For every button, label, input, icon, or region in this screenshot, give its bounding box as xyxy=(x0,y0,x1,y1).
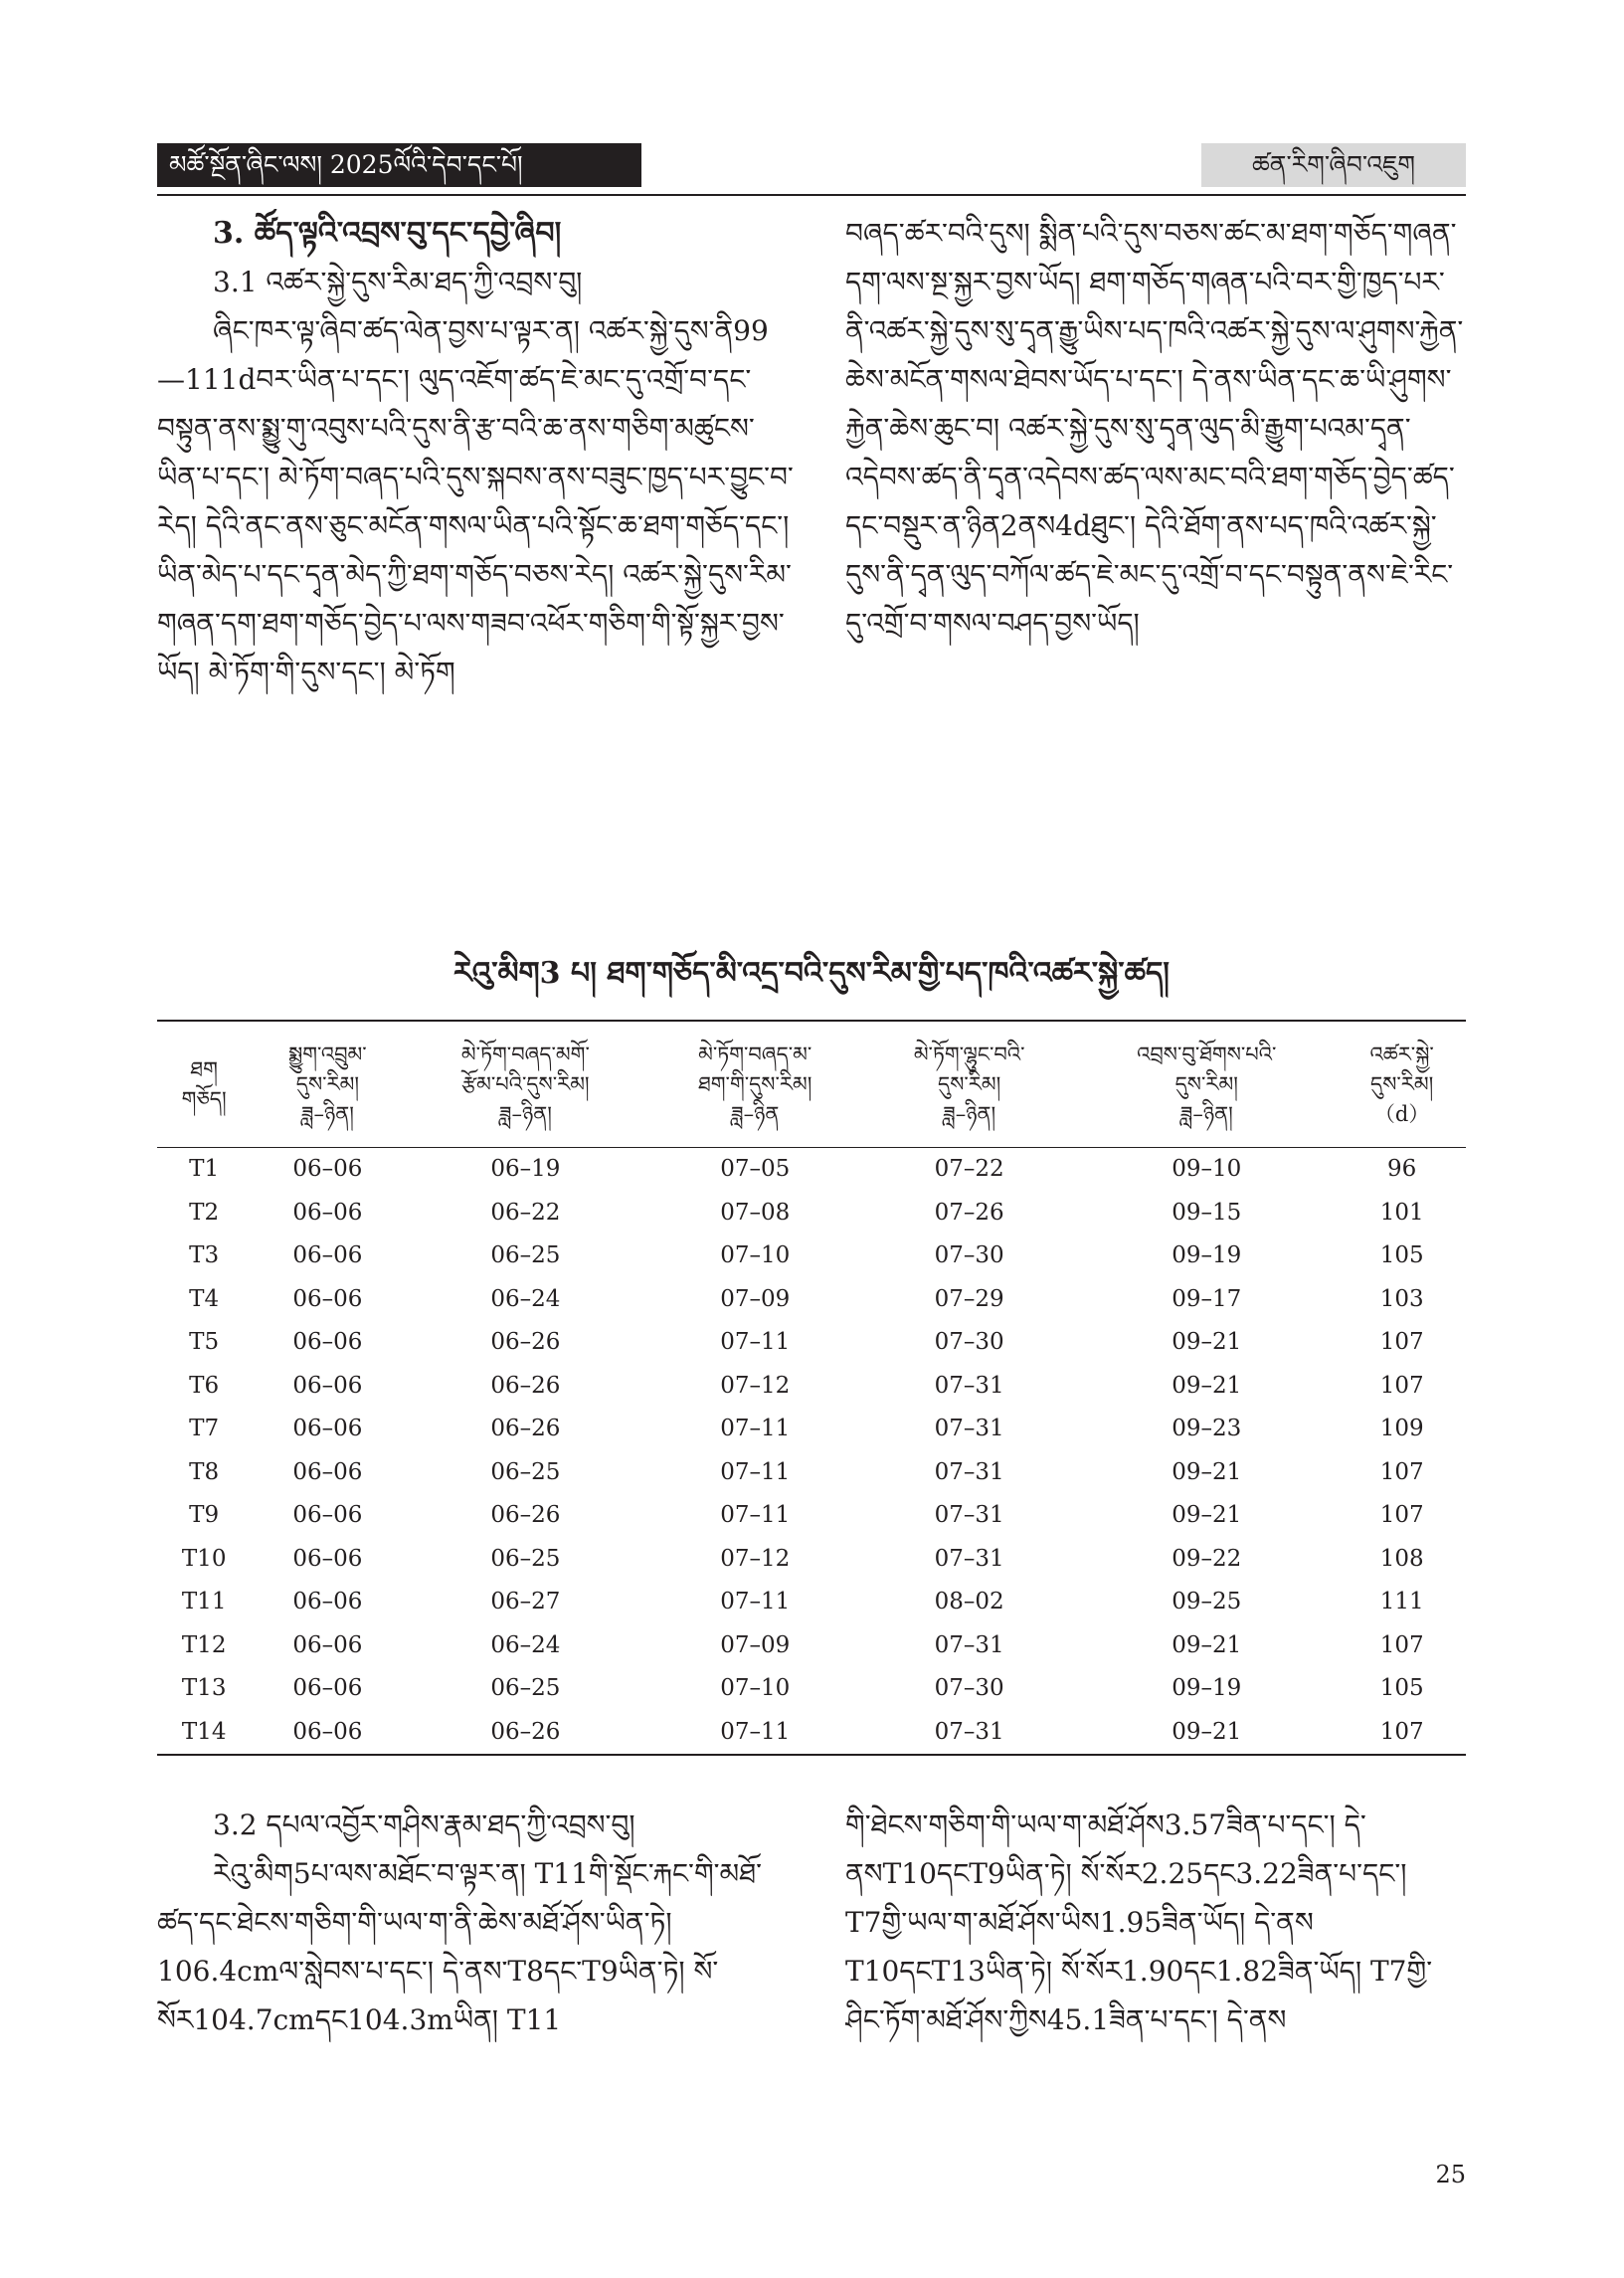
column-header xyxy=(251,1021,404,1148)
table-cell: 09–22 xyxy=(1172,1545,1242,1572)
journal-header: མཚོ་སྔོན་ཞིང་ལས། 2025ལོའི་དེབ་དང་པོ། xyxy=(157,143,641,187)
table-cell: 06–06 xyxy=(292,1502,363,1528)
column-header-line: ཟླ–ཉིན། xyxy=(498,1102,552,1126)
column-header xyxy=(1338,1021,1466,1148)
table-cell: T2 xyxy=(189,1199,220,1226)
table-cell: T12 xyxy=(181,1631,227,1658)
table-cell: 107 xyxy=(1379,1631,1424,1658)
right-column-bottom xyxy=(845,1801,1466,2149)
page-number: 25 xyxy=(1435,2161,1466,2188)
table-cell: 07–31 xyxy=(934,1372,1004,1399)
section-header: ཚན་རིག་ཞིབ་འཇུག xyxy=(1201,143,1466,187)
table-cell: 09–21 xyxy=(1172,1372,1242,1399)
table-cell: 07–31 xyxy=(934,1458,1004,1485)
column-header xyxy=(157,1021,251,1148)
table-cell: T7 xyxy=(189,1416,220,1441)
table-cell: 06–06 xyxy=(292,1242,363,1268)
table-cell: 06–26 xyxy=(490,1502,561,1528)
table-cell: 09–19 xyxy=(1172,1242,1242,1268)
column-header xyxy=(1075,1021,1338,1148)
table-cell: 107 xyxy=(1379,1329,1424,1355)
column-header-line: འབྲས་བུ་ཐོགས་པའི་ xyxy=(1137,1043,1277,1066)
table-cell: 09–21 xyxy=(1172,1458,1242,1485)
table-cell: 07–10 xyxy=(720,1675,791,1701)
table-cell: 07–30 xyxy=(934,1675,1004,1701)
column-header-line: （d） xyxy=(1373,1102,1430,1126)
table-cell: 107 xyxy=(1338,1711,1466,1756)
table-cell: 109 xyxy=(1379,1416,1424,1441)
column-header-line: ཐག་གི་དུས་རིམ། xyxy=(698,1072,812,1096)
body-paragraph: བཞད་ཚར་བའི་དུས། སྨིན་པའི་དུས་བཅས་ཚང་མ་ཐག་གཅོད་གཞན་དག་ལས་སྔ་སྐྱར་བྱས་ཡོད། ཐག་གཅོད་གཞན་པའི་བར་གྱི་ཁྱད་པར་ནི་འཚར་སྐྱེ་དུས་སུ་དྭན་རྒྱུ་ཡིས་པད་ཁའི་འཚར་སྐྱེ་དུས་ལ་ཤུགས་རྐྱེན་ཆེས་མངོན་གསལ་ཐེབས་ཡོད་པ་དང་། དེ་ནས་ཡིན་དང་ཆ་ཡི་ཤུགས་རྐྱེན་ཆེས་ཆུང་བ། འཚར་སྐྱེ་དུས་སུ་དྭན་ལུད་མི་རྒྱུག་པའམ་དྭན་འདེབས་ཚད་ནི་དྭན་འདེབས་ཚད་ལས་མང་བའི་ཐག་གཅོད་བྱེད་ཚད་དང་བསྡུར་ན་ཉིན2ནས4dཐུང་། དེའི་ཐོག་ནས་པད་ཁའི་འཚར་སྐྱེ་དུས་ནི་དྭན་ལུད་བཀོལ་ཚད་ཇེ་མང་དུ་འགྲོ་བ་དང་བསྟུན་ནས་ཇེ་རིང་དུ་འགྲོ་བ་གསལ་བཤད་བྱས་ཡོད། xyxy=(845,217,1464,640)
table-cell: 07–09 xyxy=(720,1631,791,1658)
table-cell: T10 xyxy=(181,1545,227,1572)
table-cell: 07–30 xyxy=(934,1242,1004,1268)
subsection-heading: 3.1 འཚར་སྐྱེ་དུས་རིམ་ཐད་ཀྱི་འབྲས་བུ། xyxy=(213,266,583,298)
growth-period-table xyxy=(157,1020,1466,1756)
table-cell: 06–22 xyxy=(490,1199,561,1226)
table-cell: 06–19 xyxy=(490,1156,561,1182)
table-cell: 06–26 xyxy=(404,1711,646,1756)
column-header xyxy=(646,1021,863,1148)
column-header-line: གཅོད། xyxy=(181,1087,227,1111)
column-header-line: རྩོམ་པའི་དུས་རིམ། xyxy=(461,1072,590,1096)
table-cell: T11 xyxy=(181,1589,227,1614)
column-header-line: ཐག xyxy=(190,1057,218,1081)
table-cell: 06–26 xyxy=(490,1416,561,1441)
table-cell: 07–31 xyxy=(934,1416,1004,1441)
table-caption: རེའུ་མིག3 པ། ཐག་གཅོད་མི་འདྲ་བའི་དུས་རིམ་གྱི་པད་ཁའི་འཚར་སྐྱེ་ཚད། xyxy=(453,956,1170,991)
table-cell: 09–21 xyxy=(1172,1502,1242,1528)
column-header-line: སྨྱུག་འབྲུམ་ xyxy=(288,1043,367,1066)
table-cell: 07–11 xyxy=(720,1589,791,1614)
table-body xyxy=(157,1148,1466,1756)
table-cell: 105 xyxy=(1379,1242,1424,1268)
table-cell: 06–06 xyxy=(292,1372,363,1399)
table-cell: 06–24 xyxy=(490,1631,561,1658)
table-cell: 09–10 xyxy=(1172,1156,1242,1182)
header-divider xyxy=(157,194,1466,196)
column-header-line: དུས་རིམ། xyxy=(1174,1072,1238,1096)
table-cell: T9 xyxy=(189,1502,220,1528)
left-column-top xyxy=(157,209,794,935)
table-cell: 09–19 xyxy=(1172,1675,1242,1701)
table-row xyxy=(157,1321,1466,1365)
table-cell: 07–30 xyxy=(934,1329,1004,1355)
table-cell: 08–02 xyxy=(934,1589,1004,1614)
table-cell: T1 xyxy=(189,1156,220,1182)
column-header-line: འཚར་སྐྱེ་ xyxy=(1369,1043,1434,1066)
table-cell: 108 xyxy=(1379,1545,1424,1572)
column-header-line: མེ་ཏོག་བཞད་མ་ xyxy=(698,1043,812,1066)
table-cell: T3 xyxy=(189,1242,220,1268)
table-cell: 107 xyxy=(1379,1372,1424,1399)
table-cell: 06–25 xyxy=(490,1458,561,1485)
table-cell: 06–27 xyxy=(490,1589,561,1614)
table-cell: 07–11 xyxy=(646,1711,863,1756)
table-cell: 06–06 xyxy=(292,1545,363,1572)
table-cell: 07–31 xyxy=(934,1631,1004,1658)
table-cell: 06–25 xyxy=(490,1242,561,1268)
table-row xyxy=(157,1278,1466,1322)
column-header-line: ཟླ–ཉིན། xyxy=(300,1102,354,1126)
column-header-line: ཟླ–ཉིན། xyxy=(943,1102,996,1126)
table-row xyxy=(157,1667,1466,1711)
body-paragraph: གི་ཐེངས་གཅིག་གི་ཡལ་ག་མཐོ་ཤོས3.57ཟིན་པ་དང་། དེ་ནསT10དངT9ཡིན་ཏེ། སོ་སོར2.25དང3.22ཟིན་པ་དང་། T7གྱི་ཡལ་ག་མཐོ་ཤོས་ཡིས1.95ཟིན་ཡོད། དེ་ནས T10དངT13ཡིན་ཏེ། སོ་སོར1.90དང1.82ཟིན་ཡོད། T7གྱི་ཤིང་ཏོག་མཐོ་ཤོས་ཀྱིས45.1ཟིན་པ་དང་། དེ་ནས xyxy=(845,1808,1433,2036)
table-cell: 09–21 xyxy=(1172,1631,1242,1658)
table-cell: T8 xyxy=(189,1458,220,1485)
table-cell: 06–06 xyxy=(292,1416,363,1441)
table-cell: 09–21 xyxy=(1075,1711,1338,1756)
column-header-line: དུས་རིམ། xyxy=(938,1072,1001,1096)
table-cell: 09–21 xyxy=(1172,1329,1242,1355)
table-cell: 07–09 xyxy=(720,1285,791,1312)
table-cell: 07–31 xyxy=(863,1711,1075,1756)
table-cell: 06–06 xyxy=(292,1329,363,1355)
table-cell: T5 xyxy=(189,1329,220,1355)
table-cell: 06–06 xyxy=(292,1675,363,1701)
table-row xyxy=(157,1624,1466,1668)
table-cell: 07–11 xyxy=(720,1502,791,1528)
table-row xyxy=(157,1408,1466,1451)
table-cell: 06–06 xyxy=(292,1589,363,1614)
table-cell: 107 xyxy=(1379,1458,1424,1485)
body-paragraph: ཞིང་ཁར་ལྟ་ཞིབ་ཚད་ལེན་བྱས་པ་ལྟར་ན། འཚར་སྐྱེ་དུས་ནི99—111dབར་ཡིན་པ་དང་། ལུད་འཇོག་ཚད་ཇེ་མང་དུ་འགྲོ་བ་དང་བསྟུན་ནས་སྨྱུ་གུ་འབུས་པའི་དུས་ནི་རྩ་བའི་ཆ་ནས་གཅིག་མཚུངས་ཡིན་པ་དང་། མེ་ཏོག་བཞད་པའི་དུས་སྐབས་ནས་བཟུང་ཁྱད་པར་བྱུང་བ་རེད། དེའི་ནང་ནས་ཅུང་མངོན་གསལ་ཡིན་པའི་སྟོང་ཆ་ཐག་གཅོད་དང་། ཡིན་མེད་པ་དང་དྭན་མེད་ཀྱི་ཐག་གཅོད་བཅས་རེད། འཚར་སྐྱེ་དུས་རིམ་གཞན་དག་ཐག་གཅོད་བྱེད་པ་ལས་གཟབ་འཕོར་གཅིག་གི་སྟོ་སྐྱར་བྱས་ཡོད། མེ་ཏོག་གི་དུས་དང་། མེ་ཏོག xyxy=(157,314,794,688)
table-cell: 06–06 xyxy=(292,1458,363,1485)
column-header-line: ཟླ–ཉིན xyxy=(731,1102,780,1126)
body-paragraph: རེའུ་མིག5པ་ལས་མཐོང་བ་ལྟར་ན། T11གི་སྡོང་རྐང་གི་མཐོ་ཚད་དང་ཐེངས་གཅིག་གི་ཡལ་ག་ནི་ཆེས་མཐོ་ཤོས་ཡིན་ཏེ། 106.4cmལ་སླེབས་པ་དང་། དེ་ནས་T8དང་T9ཡིན་ཏེ། སོ་སོར104.7cmདང104.3mཡིན། T11 xyxy=(157,1857,762,2036)
table-row xyxy=(157,1581,1466,1624)
table-cell: 06–06 xyxy=(251,1711,404,1756)
table-cell: 07–29 xyxy=(934,1285,1004,1312)
column-header-line: དུས་རིམ། xyxy=(295,1072,360,1096)
table-cell: 105 xyxy=(1379,1675,1424,1701)
table-cell: 06–25 xyxy=(490,1545,561,1572)
table-cell: 07–10 xyxy=(720,1242,791,1268)
table-cell: T14 xyxy=(157,1711,251,1756)
table-cell: 06–26 xyxy=(490,1329,561,1355)
table-cell: 111 xyxy=(1379,1589,1424,1614)
table-row xyxy=(157,1365,1466,1409)
table-row xyxy=(157,1451,1466,1495)
table-row xyxy=(157,1494,1466,1538)
table-cell: 09–25 xyxy=(1172,1589,1242,1614)
table-cell: 09–17 xyxy=(1172,1285,1242,1312)
table-cell: 103 xyxy=(1379,1285,1424,1312)
table-cell: 06–26 xyxy=(490,1372,561,1399)
table-row xyxy=(157,1538,1466,1582)
table-row xyxy=(157,1234,1466,1278)
left-column-bottom xyxy=(157,1801,794,2149)
column-header-line: དུས་རིམ། xyxy=(1370,1072,1434,1096)
column-header xyxy=(404,1021,646,1148)
table-row xyxy=(157,1711,1466,1756)
table-header-row xyxy=(157,1021,1466,1148)
table-cell: 09–15 xyxy=(1172,1199,1242,1226)
table-cell: 07–05 xyxy=(720,1156,791,1182)
table-cell: 07–11 xyxy=(720,1416,791,1441)
table-cell: 06–06 xyxy=(292,1199,363,1226)
subsection-heading: 3.2 དཔལ་འབྱོར་གཤིས་རྣམ་ཐད་ཀྱི་འབྲས་བུ། xyxy=(213,1808,635,1841)
table-cell: 07–26 xyxy=(934,1199,1004,1226)
section-heading: 3. ཚོད་ལྟའི་འབྲས་བུ་དང་དབྱེ་ཞིབ། xyxy=(213,216,562,251)
table-cell: 07–31 xyxy=(934,1502,1004,1528)
table-cell: 07–12 xyxy=(720,1372,791,1399)
table-cell: 07–11 xyxy=(720,1329,791,1355)
table-cell: 06–25 xyxy=(490,1675,561,1701)
column-header-line: མེ་ཏོག་ལྷུང་བའི་ xyxy=(913,1043,1025,1066)
table-cell: 107 xyxy=(1379,1502,1424,1528)
table-cell: 06–06 xyxy=(292,1631,363,1658)
table-cell: 06–24 xyxy=(490,1285,561,1312)
table-cell: 09–23 xyxy=(1172,1416,1242,1441)
table-row xyxy=(157,1148,1466,1192)
table-cell: T4 xyxy=(189,1285,220,1312)
table-cell: T13 xyxy=(181,1675,227,1701)
column-header xyxy=(863,1021,1075,1148)
column-header-line: མེ་ཏོག་བཞད་མགོ་ xyxy=(460,1043,590,1066)
table-cell: 06–06 xyxy=(292,1156,363,1182)
table-cell: 96 xyxy=(1387,1156,1417,1182)
table-cell: 07–08 xyxy=(720,1199,791,1226)
table-cell: 07–11 xyxy=(720,1458,791,1485)
table-cell: 101 xyxy=(1379,1199,1424,1226)
table-cell: 07–12 xyxy=(720,1545,791,1572)
column-header-line: ཟླ–ཉིན། xyxy=(1179,1102,1233,1126)
table-cell: 07–31 xyxy=(934,1545,1004,1572)
table-cell: 07–22 xyxy=(934,1156,1004,1182)
table-row xyxy=(157,1192,1466,1235)
table-cell: 06–06 xyxy=(292,1285,363,1312)
table-cell: T6 xyxy=(189,1372,220,1399)
right-column-top xyxy=(845,209,1466,935)
